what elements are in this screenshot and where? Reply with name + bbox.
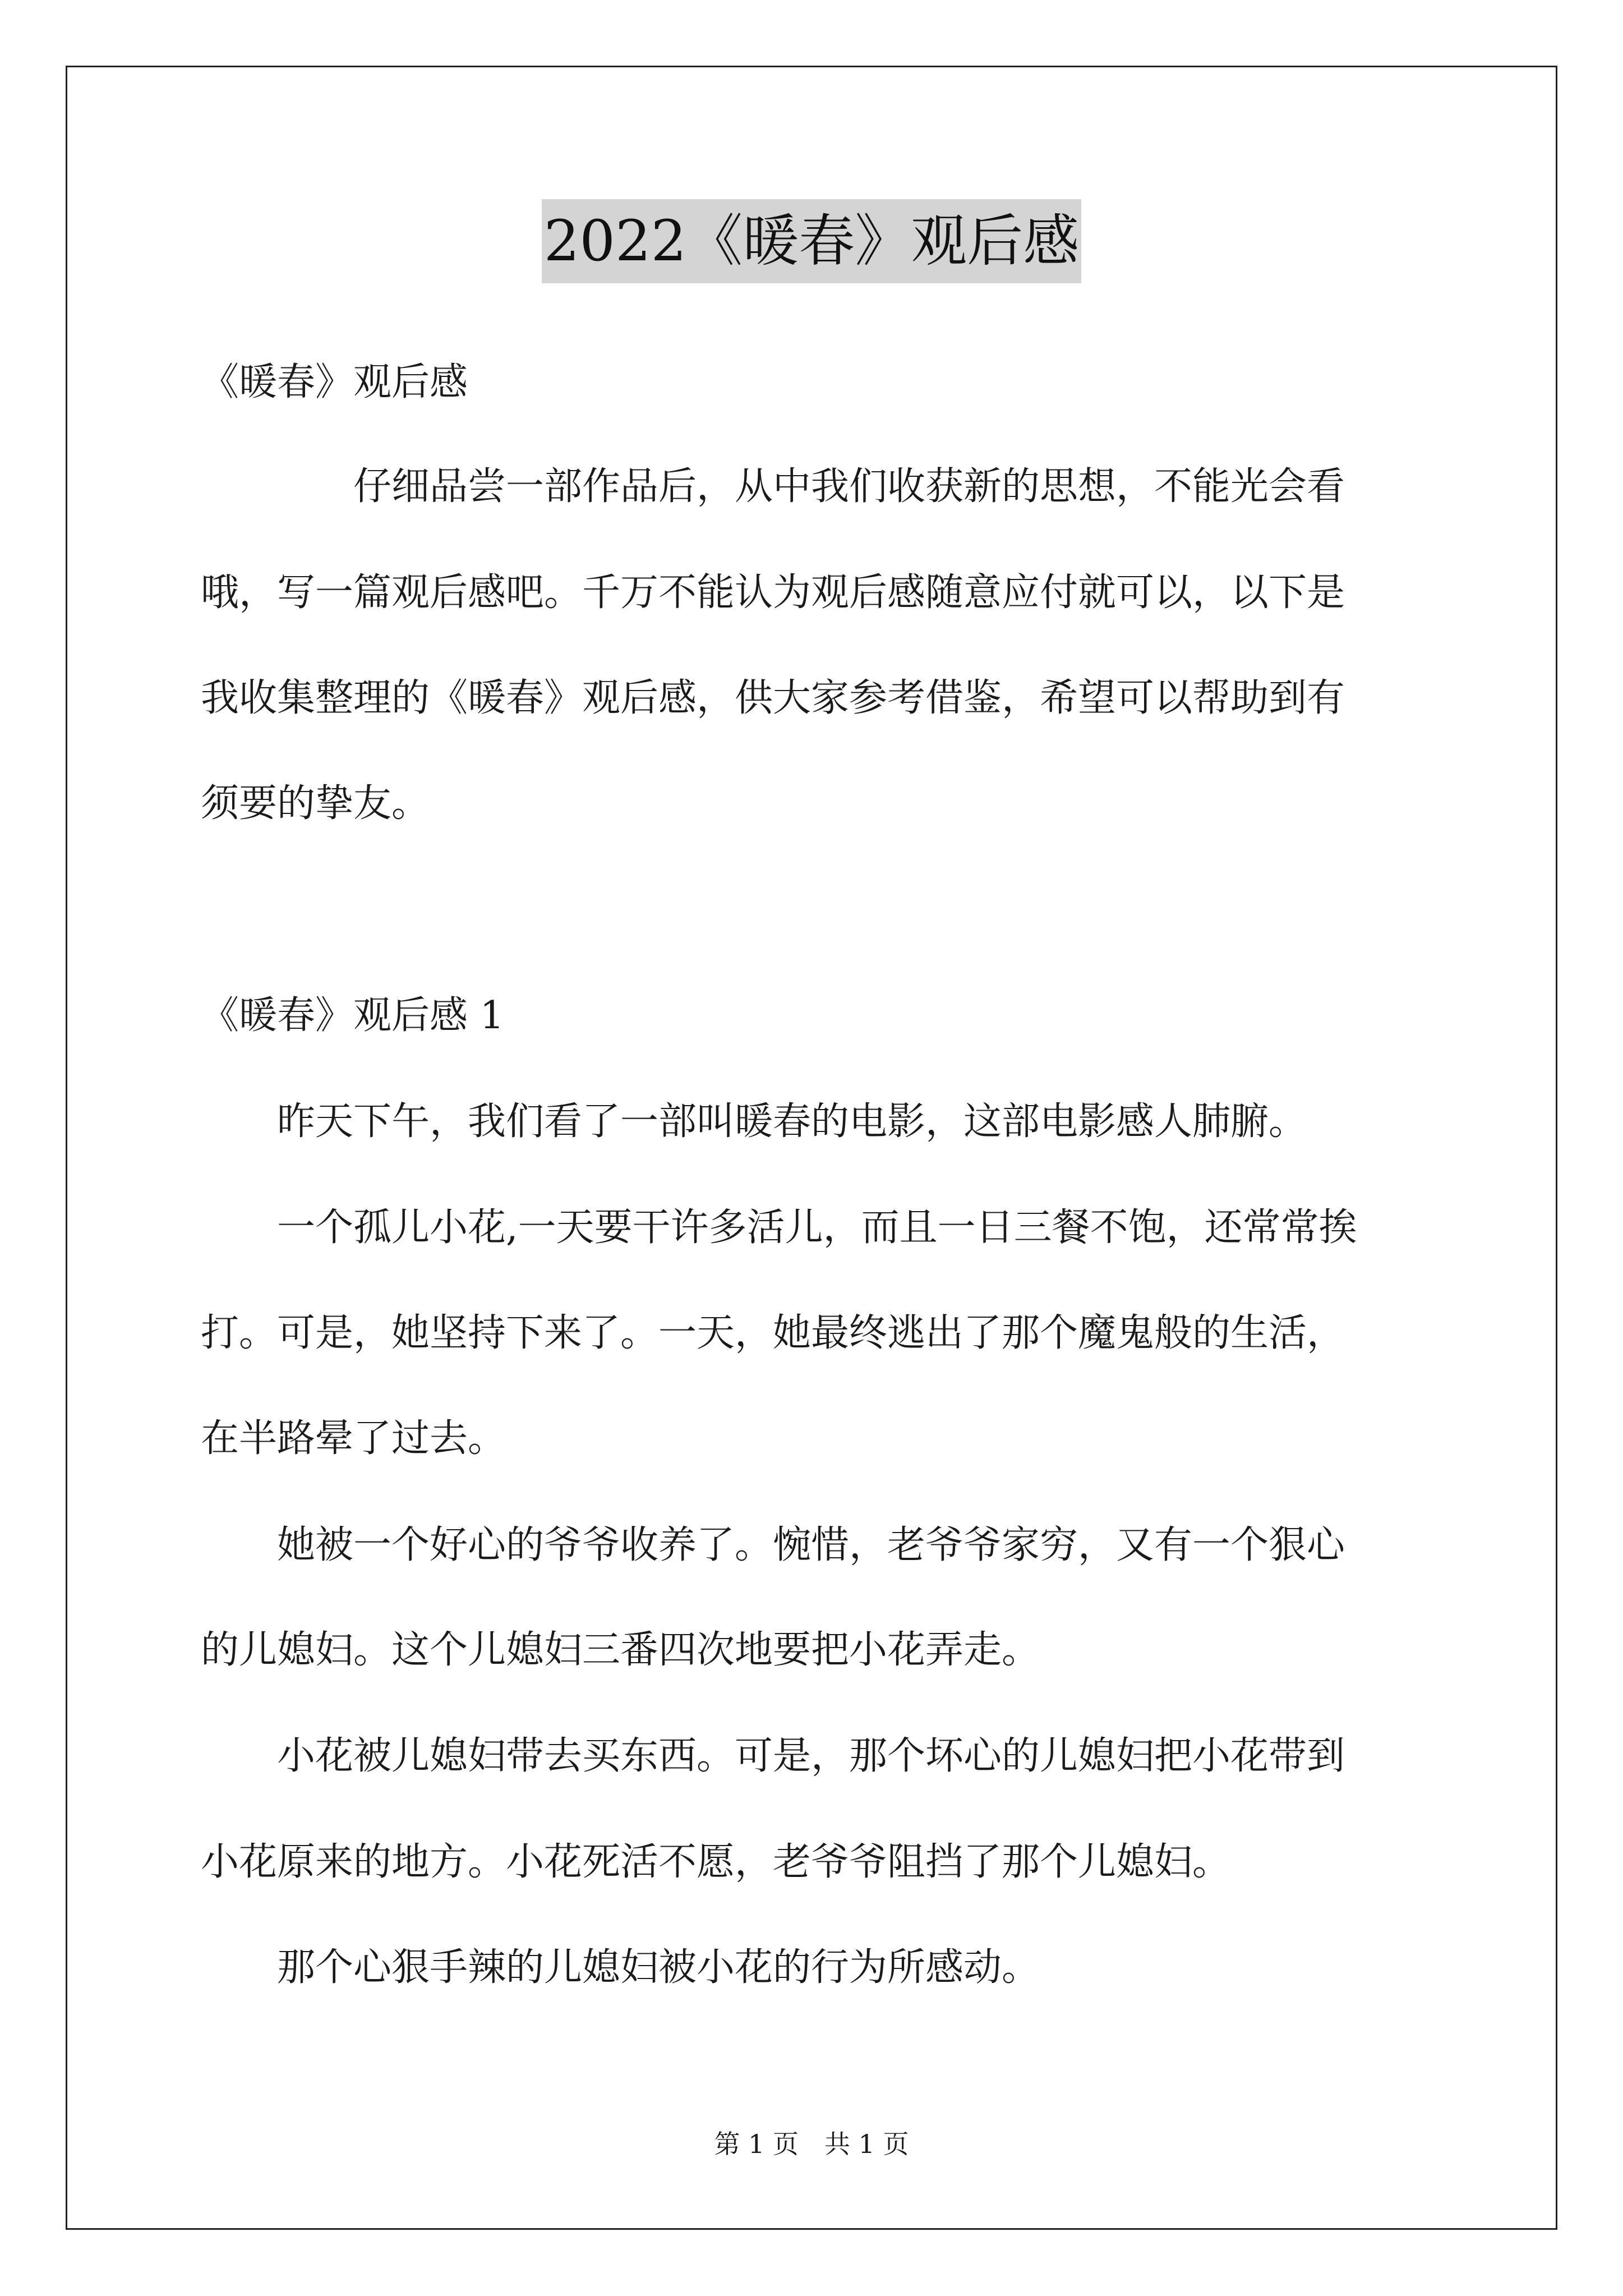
section-heading: 《暖春》观后感 1 — [201, 993, 504, 1038]
section-heading: 《暖春》观后感 — [201, 360, 468, 404]
paragraph-line: 她被一个好心的爷爷收养了。惋惜，老爷爷家穷，又有一个狠心 — [201, 1523, 1345, 1567]
page-number: 第 1 页 共 1 页 — [714, 2129, 909, 2159]
paragraph-line: 小花原来的地方。小花死活不愿，老爷爷阻挡了那个儿媳妇。 — [201, 1840, 1231, 1884]
paragraph-line: 须要的挚友。 — [201, 781, 430, 826]
paragraph-line: 一个孤儿小花,一天要干许多活儿，而且一日三餐不饱，还常常挨 — [201, 1205, 1357, 1250]
paragraph-line: 的儿媳妇。这个儿媳妇三番四次地要把小花弄走。 — [201, 1628, 1040, 1672]
paragraph-line: 在半路晕了过去。 — [201, 1416, 506, 1461]
document-title: 2022《暖春》观后感 — [542, 199, 1082, 283]
paragraph-line: 小花被儿媳妇带去买东西。可是，那个坏心的儿媳妇把小花带到 — [201, 1734, 1345, 1778]
title-container — [0, 199, 1623, 283]
paragraph-line: 打。可是，她坚持下来了。一天，她最终逃出了那个魔鬼般的生活， — [201, 1311, 1345, 1355]
paragraph-line: 哦，写一篇观后感吧。千万不能认为观后感随意应付就可以，以下是 — [201, 570, 1345, 615]
paragraph-line: 那个心狠手辣的儿媳妇被小花的行为所感动。 — [201, 1945, 1040, 1990]
paragraph-line: 昨天下午，我们看了一部叫暖春的电影，这部电影感人肺腑。 — [201, 1099, 1307, 1144]
paragraph-line: 仔细品尝一部作品后，从中我们收获新的思想，不能光会看 — [201, 464, 1345, 509]
paragraph-line: 我收集整理的《暖春》观后感，供大家参考借鉴，希望可以帮助到有 — [201, 676, 1345, 720]
